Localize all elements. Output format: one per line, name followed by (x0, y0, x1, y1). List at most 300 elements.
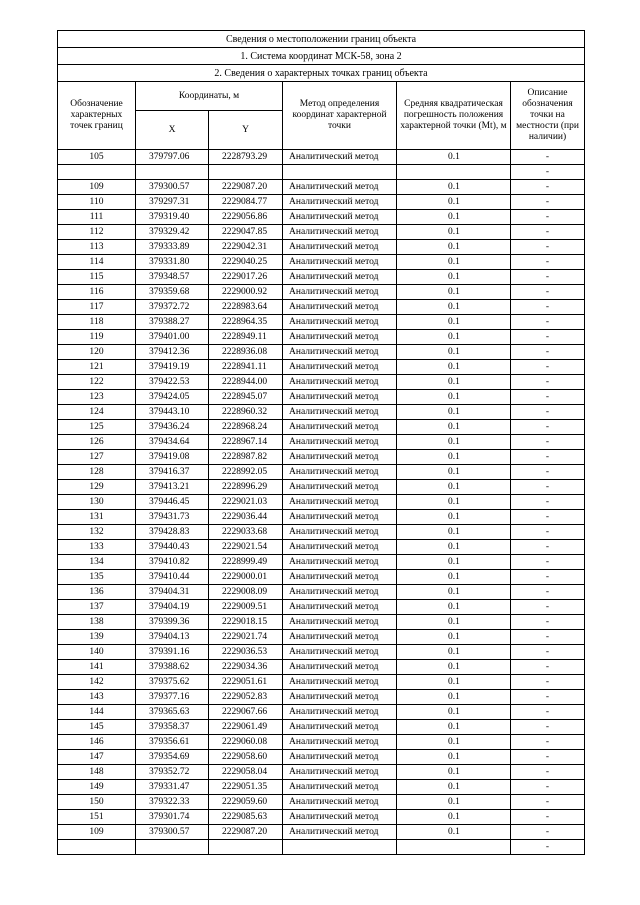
y-coordinate-cell: 2229087.20 (209, 825, 283, 840)
error-cell: 0.1 (397, 660, 511, 675)
x-coordinate-cell: 379434.64 (136, 435, 209, 450)
point-id-cell: 118 (58, 315, 136, 330)
x-coordinate-cell: 379401.00 (136, 330, 209, 345)
header-point-designation: Обозначение характерных точек границ (58, 82, 136, 150)
method-cell: Аналитический метод (283, 735, 397, 750)
method-cell: Аналитический метод (283, 285, 397, 300)
error-cell: 0.1 (397, 825, 511, 840)
description-cell: - (511, 240, 585, 255)
x-coordinate-cell: 379359.68 (136, 285, 209, 300)
y-coordinate-cell: 2228944.00 (209, 375, 283, 390)
y-coordinate-cell: 2229033.68 (209, 525, 283, 540)
error-cell: 0.1 (397, 780, 511, 795)
table-row (58, 180, 585, 195)
y-coordinate-cell: 2229067.66 (209, 705, 283, 720)
point-id-cell: 109 (58, 825, 136, 840)
header-x: X (136, 111, 209, 150)
x-coordinate-cell: 379352.72 (136, 765, 209, 780)
point-id-cell: 132 (58, 525, 136, 540)
method-cell: Аналитический метод (283, 225, 397, 240)
description-cell: - (511, 180, 585, 195)
y-coordinate-cell: 2229060.08 (209, 735, 283, 750)
point-id-cell: 150 (58, 795, 136, 810)
table-row (58, 555, 585, 570)
error-cell: 0.1 (397, 240, 511, 255)
point-id-cell: 121 (58, 360, 136, 375)
table-row (58, 285, 585, 300)
method-cell: Аналитический метод (283, 375, 397, 390)
x-coordinate-cell: 379404.31 (136, 585, 209, 600)
method-cell: Аналитический метод (283, 405, 397, 420)
method-cell: Аналитический метод (283, 480, 397, 495)
y-coordinate-cell: 2229017.26 (209, 270, 283, 285)
y-coordinate-cell: 2229087.20 (209, 180, 283, 195)
description-cell: - (511, 480, 585, 495)
x-coordinate-cell: 379419.08 (136, 450, 209, 465)
table-row (58, 735, 585, 750)
point-id-cell: 112 (58, 225, 136, 240)
x-coordinate-cell: 379404.13 (136, 630, 209, 645)
header-method: Метод определения координат характерной точки (283, 82, 397, 150)
x-coordinate-cell: 379428.83 (136, 525, 209, 540)
description-cell: - (511, 435, 585, 450)
y-coordinate-cell: 2229040.25 (209, 255, 283, 270)
error-cell: 0.1 (397, 675, 511, 690)
table-row (58, 345, 585, 360)
point-id-cell: 127 (58, 450, 136, 465)
description-cell: - (511, 285, 585, 300)
y-coordinate-cell: 2228999.49 (209, 555, 283, 570)
table-row (58, 270, 585, 285)
table-row (58, 405, 585, 420)
x-coordinate-cell: 379422.53 (136, 375, 209, 390)
table-row (58, 255, 585, 270)
description-cell: - (511, 150, 585, 165)
table-row (58, 165, 585, 180)
method-cell: Аналитический метод (283, 675, 397, 690)
method-cell: Аналитический метод (283, 195, 397, 210)
point-id-cell: 139 (58, 630, 136, 645)
error-cell: 0.1 (397, 420, 511, 435)
description-cell: - (511, 525, 585, 540)
point-id-cell: 116 (58, 285, 136, 300)
method-cell: Аналитический метод (283, 615, 397, 630)
y-coordinate-cell: 2229047.85 (209, 225, 283, 240)
x-coordinate-cell (136, 840, 209, 855)
table-row (58, 810, 585, 825)
point-id-cell: 109 (58, 180, 136, 195)
error-cell: 0.1 (397, 465, 511, 480)
method-cell: Аналитический метод (283, 315, 397, 330)
method-cell: Аналитический метод (283, 825, 397, 840)
method-cell: Аналитический метод (283, 300, 397, 315)
y-coordinate-cell: 2229058.60 (209, 750, 283, 765)
error-cell: 0.1 (397, 510, 511, 525)
point-id-cell: 142 (58, 675, 136, 690)
method-cell: Аналитический метод (283, 270, 397, 285)
error-cell: 0.1 (397, 480, 511, 495)
error-cell (397, 840, 511, 855)
error-cell: 0.1 (397, 150, 511, 165)
y-coordinate-cell: 2228967.14 (209, 435, 283, 450)
method-cell: Аналитический метод (283, 465, 397, 480)
x-coordinate-cell: 379375.62 (136, 675, 209, 690)
description-cell: - (511, 195, 585, 210)
y-coordinate-cell: 2229059.60 (209, 795, 283, 810)
error-cell: 0.1 (397, 690, 511, 705)
x-coordinate-cell: 379443.10 (136, 405, 209, 420)
table-row (58, 240, 585, 255)
y-coordinate-cell: 2229000.92 (209, 285, 283, 300)
method-cell: Аналитический метод (283, 420, 397, 435)
y-coordinate-cell: 2229021.74 (209, 630, 283, 645)
error-cell: 0.1 (397, 630, 511, 645)
method-cell: Аналитический метод (283, 630, 397, 645)
x-coordinate-cell: 379412.36 (136, 345, 209, 360)
error-cell: 0.1 (397, 360, 511, 375)
table-row (58, 210, 585, 225)
y-coordinate-cell: 2229021.54 (209, 540, 283, 555)
point-id-cell: 151 (58, 810, 136, 825)
point-id-cell: 119 (58, 330, 136, 345)
method-cell: Аналитический метод (283, 435, 397, 450)
error-cell: 0.1 (397, 180, 511, 195)
description-cell: - (511, 660, 585, 675)
y-coordinate-cell (209, 165, 283, 180)
x-coordinate-cell: 379348.57 (136, 270, 209, 285)
x-coordinate-cell: 379416.37 (136, 465, 209, 480)
table-row (58, 600, 585, 615)
point-id-cell: 138 (58, 615, 136, 630)
method-cell: Аналитический метод (283, 720, 397, 735)
point-id-cell: 131 (58, 510, 136, 525)
x-coordinate-cell: 379358.37 (136, 720, 209, 735)
method-cell: Аналитический метод (283, 795, 397, 810)
y-coordinate-cell: 2229051.35 (209, 780, 283, 795)
y-coordinate-cell: 2228941.11 (209, 360, 283, 375)
point-id-cell: 117 (58, 300, 136, 315)
x-coordinate-cell: 379300.57 (136, 180, 209, 195)
x-coordinate-cell: 379333.89 (136, 240, 209, 255)
description-cell: - (511, 540, 585, 555)
error-cell: 0.1 (397, 285, 511, 300)
description-cell: - (511, 630, 585, 645)
description-cell: - (511, 405, 585, 420)
description-cell: - (511, 510, 585, 525)
method-cell: Аналитический метод (283, 180, 397, 195)
table-row (58, 225, 585, 240)
point-id-cell: 148 (58, 765, 136, 780)
table-row (58, 150, 585, 165)
error-cell: 0.1 (397, 600, 511, 615)
x-coordinate-cell: 379354.69 (136, 750, 209, 765)
header-y: Y (209, 111, 283, 150)
y-coordinate-cell: 2229061.49 (209, 720, 283, 735)
error-cell: 0.1 (397, 315, 511, 330)
method-cell: Аналитический метод (283, 150, 397, 165)
header-coordinates: Координаты, м (136, 82, 283, 111)
point-id-cell: 125 (58, 420, 136, 435)
table-row (58, 630, 585, 645)
point-id-cell: 124 (58, 405, 136, 420)
x-coordinate-cell: 379797.06 (136, 150, 209, 165)
point-id-cell: 126 (58, 435, 136, 450)
point-id-cell: 115 (58, 270, 136, 285)
method-cell (283, 165, 397, 180)
y-coordinate-cell: 2229056.86 (209, 210, 283, 225)
point-id-cell: 147 (58, 750, 136, 765)
method-cell: Аналитический метод (283, 555, 397, 570)
x-coordinate-cell: 379322.33 (136, 795, 209, 810)
table-row (58, 570, 585, 585)
description-cell: - (511, 255, 585, 270)
error-cell: 0.1 (397, 735, 511, 750)
y-coordinate-cell: 2228949.11 (209, 330, 283, 345)
x-coordinate-cell: 379391.16 (136, 645, 209, 660)
method-cell: Аналитический метод (283, 360, 397, 375)
table-row (58, 480, 585, 495)
description-cell: - (511, 315, 585, 330)
method-cell: Аналитический метод (283, 345, 397, 360)
method-cell: Аналитический метод (283, 255, 397, 270)
x-coordinate-cell: 379419.19 (136, 360, 209, 375)
y-coordinate-cell: 2228964.35 (209, 315, 283, 330)
table-row (58, 765, 585, 780)
point-id-cell: 110 (58, 195, 136, 210)
method-cell: Аналитический метод (283, 585, 397, 600)
point-id-cell: 146 (58, 735, 136, 750)
error-cell: 0.1 (397, 555, 511, 570)
description-cell: - (511, 615, 585, 630)
error-cell: 0.1 (397, 750, 511, 765)
table-row (58, 315, 585, 330)
description-cell: - (511, 300, 585, 315)
point-id-cell: 143 (58, 690, 136, 705)
method-cell: Аналитический метод (283, 330, 397, 345)
y-coordinate-cell: 2229036.44 (209, 510, 283, 525)
x-coordinate-cell: 379410.44 (136, 570, 209, 585)
error-cell: 0.1 (397, 720, 511, 735)
y-coordinate-cell: 2229042.31 (209, 240, 283, 255)
description-cell: - (511, 645, 585, 660)
x-coordinate-cell: 379436.24 (136, 420, 209, 435)
x-coordinate-cell: 379377.16 (136, 690, 209, 705)
document-title: Сведения о местоположении границ объекта (58, 31, 585, 48)
x-coordinate-cell: 379388.27 (136, 315, 209, 330)
table-row (58, 300, 585, 315)
y-coordinate-cell: 2228936.08 (209, 345, 283, 360)
x-coordinate-cell: 379431.73 (136, 510, 209, 525)
error-cell: 0.1 (397, 210, 511, 225)
x-coordinate-cell: 379300.57 (136, 825, 209, 840)
description-cell: - (511, 810, 585, 825)
method-cell: Аналитический метод (283, 750, 397, 765)
x-coordinate-cell: 379301.74 (136, 810, 209, 825)
description-cell: - (511, 780, 585, 795)
method-cell: Аналитический метод (283, 525, 397, 540)
point-id-cell: 113 (58, 240, 136, 255)
points-section-heading: 2. Сведения о характерных точках границ объекта (58, 65, 585, 82)
error-cell: 0.1 (397, 225, 511, 240)
error-cell: 0.1 (397, 495, 511, 510)
table-row (58, 420, 585, 435)
x-coordinate-cell: 379356.61 (136, 735, 209, 750)
description-cell: - (511, 450, 585, 465)
y-coordinate-cell: 2228793.29 (209, 150, 283, 165)
method-cell (283, 840, 397, 855)
point-id-cell (58, 165, 136, 180)
table-row (58, 660, 585, 675)
x-coordinate-cell: 379413.21 (136, 480, 209, 495)
error-cell: 0.1 (397, 525, 511, 540)
x-coordinate-cell: 379399.36 (136, 615, 209, 630)
table-row (58, 195, 585, 210)
point-id-cell: 123 (58, 390, 136, 405)
description-cell: - (511, 600, 585, 615)
point-id-cell: 133 (58, 540, 136, 555)
y-coordinate-cell: 2229058.04 (209, 765, 283, 780)
table-row (58, 645, 585, 660)
table-row (58, 780, 585, 795)
table-row (58, 615, 585, 630)
y-coordinate-cell: 2228992.05 (209, 465, 283, 480)
table-row (58, 435, 585, 450)
y-coordinate-cell: 2229084.77 (209, 195, 283, 210)
y-coordinate-cell: 2228987.82 (209, 450, 283, 465)
table-row (58, 375, 585, 390)
error-cell: 0.1 (397, 345, 511, 360)
point-id-cell: 122 (58, 375, 136, 390)
point-id-cell: 144 (58, 705, 136, 720)
table-row (58, 360, 585, 375)
method-cell: Аналитический метод (283, 660, 397, 675)
y-coordinate-cell: 2228983.64 (209, 300, 283, 315)
y-coordinate-cell: 2228960.32 (209, 405, 283, 420)
y-coordinate-cell: 2229034.36 (209, 660, 283, 675)
y-coordinate-cell: 2229051.61 (209, 675, 283, 690)
table-row (58, 465, 585, 480)
header-error: Средняя квадратическая погрешность положения характерной точки (Mt), м (397, 82, 511, 150)
point-id-cell (58, 840, 136, 855)
y-coordinate-cell: 2228945.07 (209, 390, 283, 405)
y-coordinate-cell: 2229021.03 (209, 495, 283, 510)
description-cell: - (511, 375, 585, 390)
table-row (58, 510, 585, 525)
description-cell: - (511, 705, 585, 720)
error-cell: 0.1 (397, 195, 511, 210)
table-row (58, 795, 585, 810)
point-id-cell: 120 (58, 345, 136, 360)
table-row (58, 750, 585, 765)
y-coordinate-cell: 2229085.63 (209, 810, 283, 825)
error-cell: 0.1 (397, 405, 511, 420)
y-coordinate-cell: 2229052.83 (209, 690, 283, 705)
y-coordinate-cell: 2228968.24 (209, 420, 283, 435)
description-cell: - (511, 570, 585, 585)
error-cell: 0.1 (397, 540, 511, 555)
description-cell: - (511, 330, 585, 345)
method-cell: Аналитический метод (283, 600, 397, 615)
description-cell: - (511, 210, 585, 225)
table-row (58, 390, 585, 405)
x-coordinate-cell: 379446.45 (136, 495, 209, 510)
error-cell: 0.1 (397, 435, 511, 450)
description-cell: - (511, 465, 585, 480)
point-id-cell: 135 (58, 570, 136, 585)
point-id-cell: 111 (58, 210, 136, 225)
method-cell: Аналитический метод (283, 690, 397, 705)
x-coordinate-cell: 379424.05 (136, 390, 209, 405)
description-cell: - (511, 585, 585, 600)
description-cell: - (511, 690, 585, 705)
x-coordinate-cell: 379297.31 (136, 195, 209, 210)
x-coordinate-cell: 379410.82 (136, 555, 209, 570)
x-coordinate-cell: 379440.43 (136, 540, 209, 555)
x-coordinate-cell: 379365.63 (136, 705, 209, 720)
y-coordinate-cell: 2228996.29 (209, 480, 283, 495)
table-row (58, 690, 585, 705)
error-cell: 0.1 (397, 255, 511, 270)
table-row (58, 585, 585, 600)
description-cell: - (511, 270, 585, 285)
method-cell: Аналитический метод (283, 705, 397, 720)
x-coordinate-cell: 379331.47 (136, 780, 209, 795)
description-cell: - (511, 825, 585, 840)
table-row (58, 840, 585, 855)
y-coordinate-cell: 2229009.51 (209, 600, 283, 615)
description-cell: - (511, 750, 585, 765)
x-coordinate-cell: 379319.40 (136, 210, 209, 225)
x-coordinate-cell: 379331.80 (136, 255, 209, 270)
method-cell: Аналитический метод (283, 570, 397, 585)
header-description: Описание обозначения точки на местности (при наличии) (511, 82, 585, 150)
method-cell: Аналитический метод (283, 210, 397, 225)
method-cell: Аналитический метод (283, 450, 397, 465)
error-cell: 0.1 (397, 585, 511, 600)
method-cell: Аналитический метод (283, 540, 397, 555)
error-cell: 0.1 (397, 645, 511, 660)
error-cell: 0.1 (397, 450, 511, 465)
point-id-cell: 105 (58, 150, 136, 165)
description-cell: - (511, 675, 585, 690)
method-cell: Аналитический метод (283, 765, 397, 780)
coordinate-system-heading: 1. Система координат МСК-58, зона 2 (58, 48, 585, 65)
y-coordinate-cell: 2229008.09 (209, 585, 283, 600)
error-cell: 0.1 (397, 705, 511, 720)
point-id-cell: 114 (58, 255, 136, 270)
x-coordinate-cell: 379372.72 (136, 300, 209, 315)
table-row (58, 540, 585, 555)
error-cell: 0.1 (397, 615, 511, 630)
description-cell: - (511, 795, 585, 810)
method-cell: Аналитический метод (283, 780, 397, 795)
point-id-cell: 128 (58, 465, 136, 480)
table-row (58, 450, 585, 465)
description-cell: - (511, 390, 585, 405)
x-coordinate-cell: 379329.42 (136, 225, 209, 240)
point-id-cell: 136 (58, 585, 136, 600)
table-row (58, 720, 585, 735)
error-cell: 0.1 (397, 270, 511, 285)
point-id-cell: 145 (58, 720, 136, 735)
boundary-points-table (57, 30, 585, 855)
point-id-cell: 141 (58, 660, 136, 675)
description-cell: - (511, 420, 585, 435)
error-cell: 0.1 (397, 765, 511, 780)
description-cell: - (511, 840, 585, 855)
table-row (58, 675, 585, 690)
table-row (58, 705, 585, 720)
